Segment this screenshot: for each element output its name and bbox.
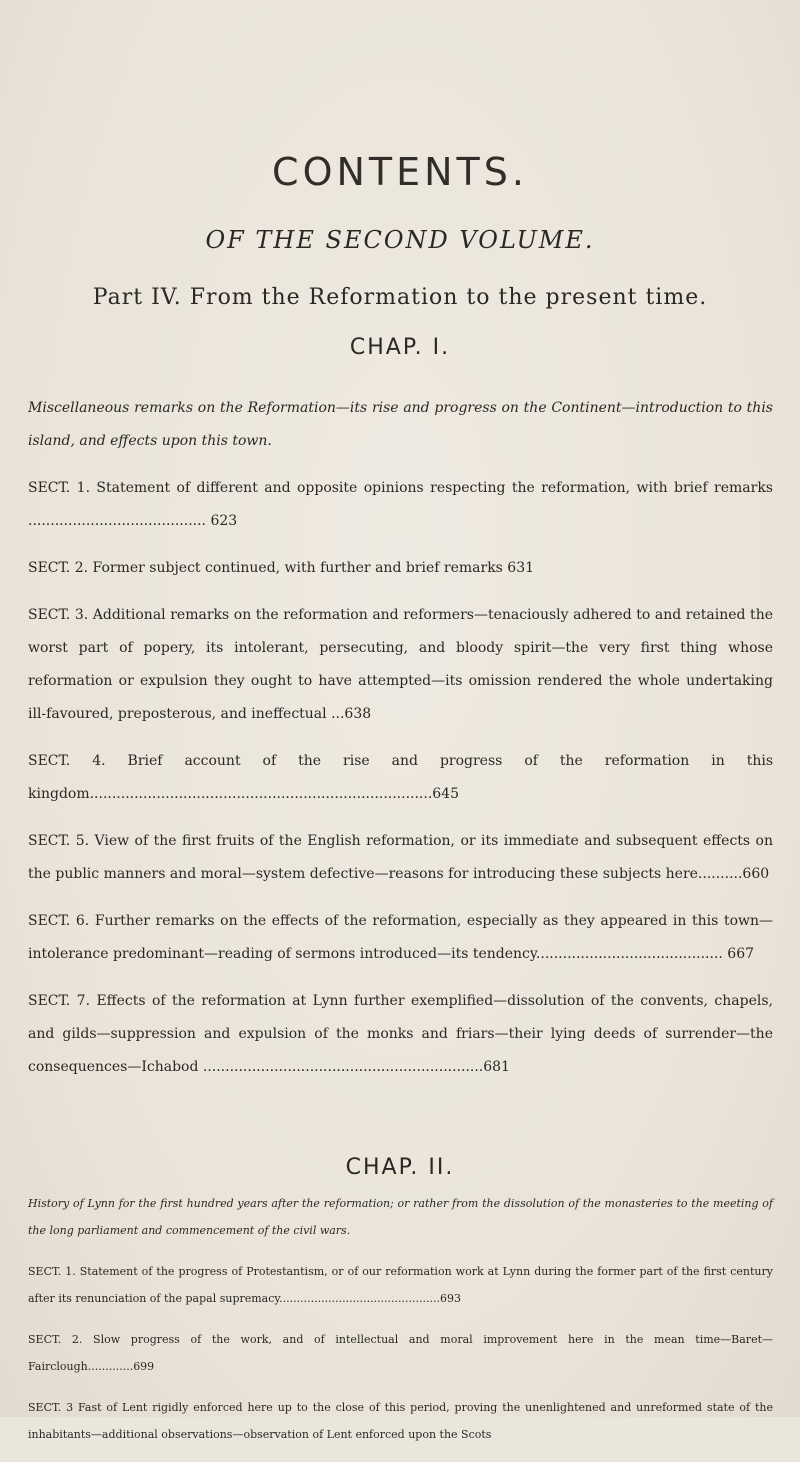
section-entry: SECT. 1. Statement of the progress of Protestantism, or of our reformation work at Lynn during the former part of the first century after its renunciation of the papal supremacy..............................................693 [28,1265,773,1305]
volume-subtitle: OF THE SECOND VOLUME. [205,226,595,254]
part-heading: Part IV. From the Reformation to the present time. [92,285,708,310]
page-title: CONTENTS. [272,150,528,194]
section-entry: SECT. 4. Brief account of the rise and progress of the reformation in this kingdom.............................................................................645 [28,753,773,802]
section-entry: SECT. 2. Slow progress of the work, and of intellectual and moral improvement here in the mean time—Baret—Fairclough.............699 [28,1333,773,1373]
section-entry: SECT. 1. Statement of different and opposite opinions respecting the reformation, with brief remarks ........................................ 623 [28,480,773,529]
section-entry: SECT. 5. View of the first fruits of the English reformation, or its immediate and subsequent effects on the public manners and moral—system defective—reasons for introducing these subjects here..........660 [28,833,773,882]
section-entry: SECT. 3. Additional remarks on the reformation and reformers—tenaciously adhered to and retained the worst part of popery, its intolerant, persecuting, and bloody spirit—the very first thing whose reformation or expulsion they ought to have attempted—its omission rendered the whole undertaking ill-favoured, preposterous, and ineffectual ...638 [28,607,773,722]
section-entry: SECT. 7. Effects of the reformation at Lynn further exemplified—dissolution of the convents, chapels, and gilds—suppression and expulsion of the monks and friars—their lying deeds of surrender—the consequences—Ichabod ...............................................................681 [28,993,773,1075]
chapter-1-block [28,392,773,1098]
chapter-1-summary: Miscellaneous remarks on the Reformation—its rise and progress on the Continent—introduction to this island, and effects upon this town. [28,400,773,449]
section-entry: SECT. 2. Former subject continued, with further and brief remarks 631 [28,560,535,576]
section-entry: SECT. 3 Fast of Lent rigidly enforced here up to the close of this period, proving the unenlightened and unreformed state of the inhabitants—additional observations—observation of Lent enforced upon the Scots [28,1401,773,1441]
chapter-2-label: CHAP. II. [345,1155,455,1180]
chapter-2-block [28,1190,773,1462]
section-entry: SECT. 6. Further remarks on the effects of the reformation, especially as they appeared in this town—intolerance predominant—reading of sermons introduced—its tendency.......................................... 667 [28,913,773,962]
chapter-1-label: CHAP. I. [349,335,451,360]
chapter-2-summary: History of Lynn for the first hundred years after the reformation; or rather from the dissolution of the monasteries to the meeting of the long parliament and commencement of the civil wars. [28,1197,773,1237]
